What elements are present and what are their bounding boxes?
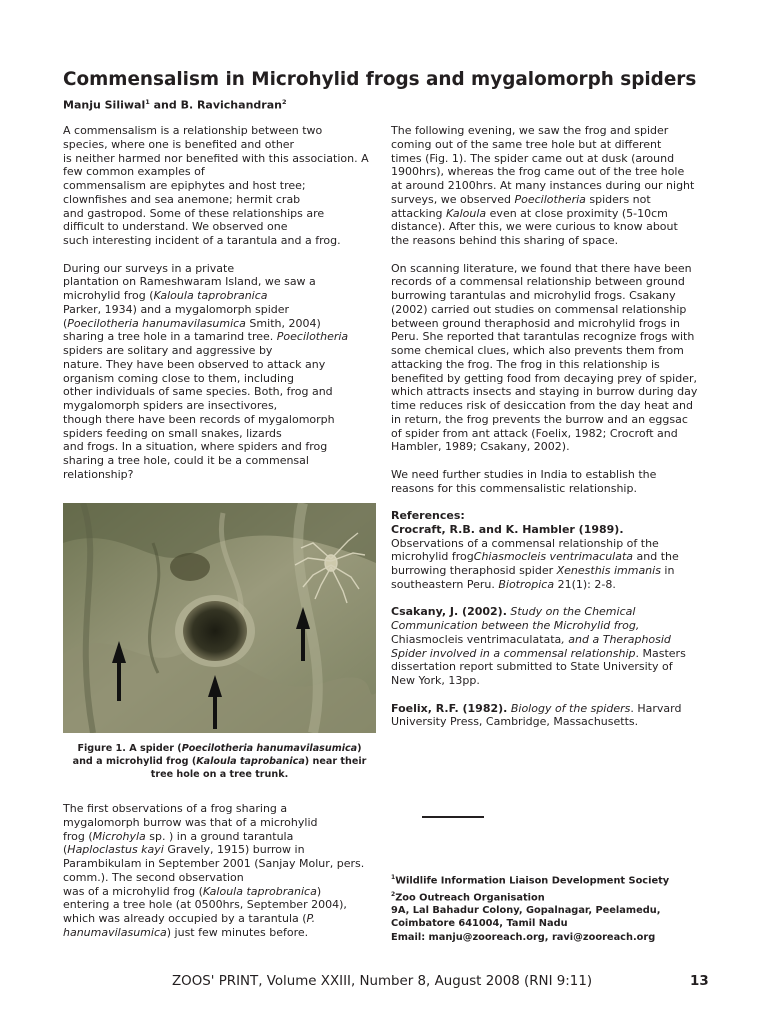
- figure-photo: [63, 503, 376, 733]
- affiliations: [391, 871, 669, 944]
- text-line: sharing a tree hole, could it be a commensal: [63, 454, 309, 467]
- figure-caption: [63, 742, 376, 781]
- text-line: is neither harmed nor benefited with this association. A: [63, 151, 369, 165]
- references-heading: References:: [391, 509, 465, 522]
- left-column: [63, 124, 383, 482]
- text-line: 1900hrs), whereas the frog came out of the tree hole: [391, 165, 685, 179]
- article-title: Commensalism in Microhylid frogs and mygalomorph spiders: [63, 69, 697, 90]
- text-line: attacking the frog. The frog in this relationship is: [391, 357, 660, 371]
- caption-line: and a microhylid frog (Kaloula taprobanica) near their: [72, 756, 367, 767]
- intro-paragraph: [63, 124, 383, 248]
- text-line: Chiasmocleis ventrimaculatata, and a Theraphosid: [391, 632, 671, 646]
- text-line: some chemical clues, which also prevents them from: [391, 344, 684, 357]
- literature-paragraph: [391, 262, 711, 455]
- reference-1-author: Crocraft, R.B. and K. Hambler (1989).: [391, 522, 624, 536]
- email-line: Email: manju@zooreach.org, ravi@zooreach.org: [391, 931, 656, 943]
- text-line: During our surveys in a private: [63, 261, 235, 275]
- affiliation-2: $^2$Zoo Outreach Organisation: [391, 890, 545, 903]
- text-line: reasons for this commensalistic relationship.: [391, 481, 637, 495]
- caption-line: Figure 1. A spider (Poecilotheria hanumavilasumica): [77, 743, 362, 754]
- address-line: Coimbatore 641004, Tamil Nadu: [391, 918, 568, 930]
- text-line: On scanning literature, we found that there have been: [391, 261, 692, 275]
- address-line: 9A, Lal Bahadur Colony, Gopalnagar, Peelamedu,: [391, 905, 661, 917]
- author-2-sup: 2: [281, 98, 287, 106]
- text-line: comm.). The second observation: [63, 870, 244, 884]
- text-line: mygalomorph spiders are insectivores,: [63, 399, 278, 412]
- journal-citation: ZOOS' PRINT, Volume XXIII, Number 8, August 2008 (RNI 9:11): [172, 974, 593, 989]
- tree-trunk-photo: [63, 503, 376, 733]
- text-line: between ground theraphosid and microhylid frogs in: [391, 316, 680, 330]
- footnote-divider: [422, 816, 484, 818]
- text-line: was of a microhylid frog (Kaloula taprobranica): [63, 884, 322, 898]
- text-line: distance). After this, we were curious to know about: [391, 220, 678, 234]
- text-line: hanumavilasumica) just few minutes before.: [63, 925, 309, 939]
- text-line: and gastropod. Some of these relationships are: [63, 206, 325, 220]
- text-line: species, where one is benefited and other: [63, 137, 295, 151]
- text-line: dissertation report submitted to State University of: [391, 660, 673, 674]
- text-line: surveys, we observed Poecilotheria spiders not: [391, 192, 651, 206]
- text-line: entering a tree hole (at 0500hrs, September 2004),: [63, 898, 347, 912]
- text-line: (Poecilotheria hanumavilasumica Smith, 2004): [63, 316, 321, 330]
- text-line: though there have been records of mygalomorph: [63, 412, 335, 426]
- text-line: southeastern Peru. Biotropica 21(1): 2-8.: [391, 577, 616, 591]
- authors-and: and: [149, 98, 181, 112]
- text-line: which was already occupied by a tarantula (P.: [63, 912, 316, 925]
- text-line: difficult to understand. We observed one: [63, 220, 288, 234]
- caption-line: tree hole on a tree trunk.: [150, 769, 289, 780]
- text-line: clownfishes and sea anemone; hermit crab: [63, 192, 301, 206]
- text-line: burrowing theraphosid spider Xenesthis immanis in: [391, 564, 675, 577]
- author-1-sup: 1: [145, 98, 150, 106]
- text-line: time reduces risk of desiccation from the day heat and: [391, 399, 693, 412]
- text-line: commensalism are epiphytes and host tree;: [63, 179, 306, 192]
- text-line: Spider involved in a commensal relationship. Masters: [391, 646, 686, 660]
- survey-paragraph: [63, 262, 383, 482]
- text-line: Hambler, 1989; Csakany, 2002).: [391, 440, 570, 454]
- text-line: at around 2100hrs. At many instances during our night: [391, 179, 695, 192]
- page-number: 13: [690, 974, 709, 989]
- text-line: benefited by getting food from decaying prey of spider,: [391, 371, 697, 385]
- text-line: few common examples of: [63, 165, 205, 179]
- text-line: spiders feeding on small snakes, lizards: [63, 426, 282, 440]
- text-line: (Haploclastus kayi Gravely, 1915) burrow in: [63, 843, 305, 857]
- text-line: Parambikulam in September 2001 (Sanjay Molur, pers.: [63, 857, 365, 870]
- text-line: spiders are solitary and aggressive by: [63, 344, 273, 357]
- text-line: Peru. She reported that tarantulas recognize frogs with: [391, 330, 695, 344]
- text-line: sharing a tree hole in a tamarind tree. Poecilotheria: [63, 330, 349, 344]
- text-line: A commensalism is a relationship between two: [63, 124, 323, 137]
- text-line: Communication between the Microhylid frog,: [391, 619, 640, 632]
- text-line: Observations of a commensal relationship of the: [391, 536, 659, 550]
- reference-2: Csakany, J. (2002). Study on the Chemical: [391, 605, 636, 619]
- text-line: the reasons behind this sharing of space.: [391, 234, 619, 247]
- text-line: (2002) carried out studies on commensal relationship: [391, 302, 687, 316]
- text-line: The first observations of a frog sharing a: [63, 802, 288, 815]
- evening-paragraph: [391, 124, 711, 248]
- author-1: Manju Siliwal: [63, 98, 146, 112]
- tree-hole: [183, 601, 247, 661]
- authors: [63, 95, 286, 113]
- text-line: times (Fig. 1). The spider came out at dusk (around: [391, 151, 675, 165]
- author-2: B. Ravichandran: [180, 98, 282, 112]
- affiliation-1: $^1$Wildlife Information Liaison Development Society: [391, 874, 670, 887]
- text-line: microhylid frog (Kaloula taprobranica: [63, 289, 268, 302]
- text-line: which attracts insects and staying in burrow during day: [391, 385, 698, 399]
- text-line: of spider from ant attack (Foelix, 1982; Crocroft and: [391, 426, 678, 440]
- further-studies-paragraph: [391, 468, 711, 496]
- text-line: other individuals of same species. Both, frog and: [63, 385, 333, 399]
- text-line: and frogs. In a situation, where spiders and frog: [63, 440, 328, 454]
- text-line: records of a commensal relationship between ground: [391, 275, 685, 289]
- text-line: organism coming close to them, including: [63, 371, 294, 385]
- reference-3: Foelix, R.F. (1982). Biology of the spiders. Harvard: [391, 701, 682, 715]
- text-line: relationship?: [63, 467, 134, 481]
- text-line: microhylid frogChiasmocleis ventrimaculata and the: [391, 550, 679, 564]
- text-line: mygalomorph burrow was that of a microhylid: [63, 815, 318, 829]
- text-line: attacking Kaloula even at close proximity (5-10cm: [391, 206, 668, 220]
- text-line: University Press, Cambridge, Massachusetts.: [391, 715, 639, 729]
- text-line: New York, 13pp.: [391, 674, 480, 687]
- text-line: coming out of the same tree hole but at different: [391, 137, 662, 151]
- text-line: frog (Microhyla sp. ) in a ground tarantula: [63, 829, 294, 843]
- text-line: burrowing tarantulas and microhylid frogs. Csakany: [391, 289, 676, 302]
- text-line: plantation on Rameshwaram Island, we saw a: [63, 275, 316, 289]
- first-observations-paragraph: [63, 802, 383, 940]
- right-column: [391, 124, 711, 729]
- text-line: We need further studies in India to establish the: [391, 467, 657, 481]
- text-line: nature. They have been observed to attack any: [63, 357, 326, 371]
- frog-shape: [170, 553, 210, 581]
- text-line: The following evening, we saw the frog and spider: [391, 124, 669, 137]
- text-line: in return, the frog prevents the burrow and an eggsac: [391, 412, 688, 426]
- references-section: [391, 509, 711, 729]
- text-line: Parker, 1934) and a mygalomorph spider: [63, 302, 290, 316]
- text-line: such interesting incident of a tarantula and a frog.: [63, 234, 341, 247]
